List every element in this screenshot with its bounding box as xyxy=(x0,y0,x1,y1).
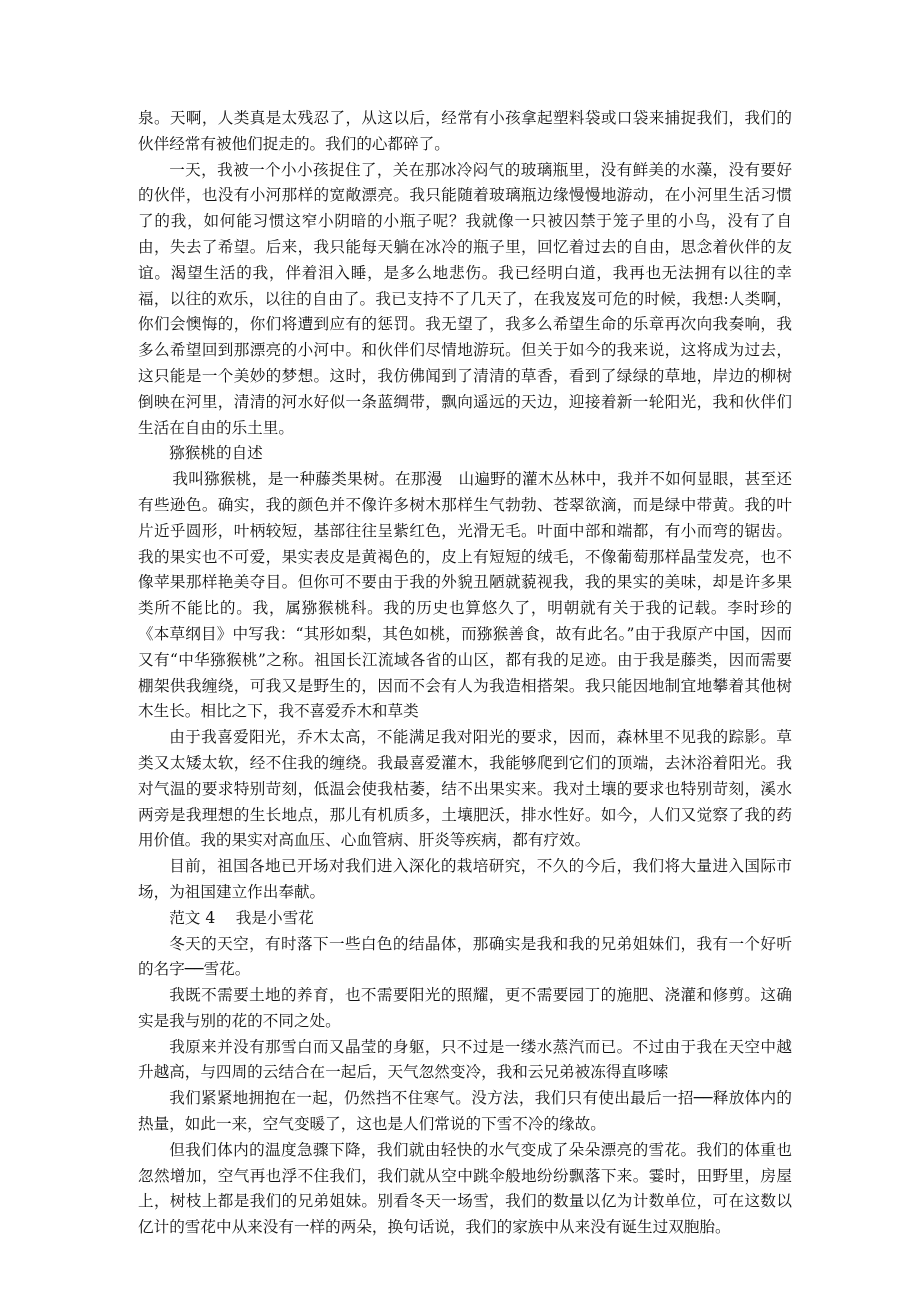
document-page xyxy=(138,106,792,1241)
paragraph-snowflake-heat: 我们紧紧地拥抱在一起，仍然挡不住寒气。没方法，我们只有使出最后一招──释放体内的热量，如此一来，空气变暖了，这也是人们常说的下雪不冷的缘故。 xyxy=(138,1089,792,1134)
paragraph-kiwi-intro: 我叫猕猴桃，是一种藤类果树。在那漫 山遍野的灌木丛林中，我并不如何显眼，甚至还有些逊色。确实，我的颜色并不像许多树木那样生气勃勃、苍翠欲滴，而是绿中带黄。我的叶片近乎圆形，叶柄较短，基部往往呈紫红色，光滑无毛。叶面中部和端都，有小而弯的锯齿。我的果实也不可爱，果实表皮是黄褐色的，皮上有短短的绒毛，不像葡萄那样晶莹发亮，也不像苹果那样艳美夺目。但你可不要由于我的外貌丑陋就藐视我，我的果实的美味，却是许多果类所不能比的。我，属猕猴桃科。我的历史也算悠久了，明朝就有关于我的记载。李时珍的《本草纲目》中写我：“其形如梨，其色如桃，而猕猴善食，故有此名。”由于我原产中国，因而又有“中华猕猴桃”之称。祖国长江流域各省的山区，都有我的足迹。由于我是藤类，因而需要棚架供我缠绕，可我又是野生的，因而不会有人为我造相搭架。我只能因地制宜地攀着其他树木生长。相比之下，我不喜爱乔木和草类 xyxy=(138,470,792,721)
section-heading-kiwi: 猕猴桃的自述 xyxy=(169,444,263,463)
paragraph-snowflake-intro: 冬天的天空，有时落下一些白色的结晶体，那确实是我和我的兄弟姐妹们，我有一个好听的名字──雪花。 xyxy=(138,934,792,979)
section-heading-snowflake: 范文 4 我是小雪花 xyxy=(169,908,314,927)
paragraph-fish-ending: 泉。天啊，人类真是太残忍了，从这以后，经常有小孩拿起塑料袋或口袋来捕捉我们，我们的伙伴经常有被他们捉走的。我们的心都碎了。 xyxy=(138,109,792,153)
paragraph-kiwi-future: 目前，祖国各地已开场对我们进入深化的栽培研究，不久的今后，我们将大量进入国际市场，为祖国建立作出奉献。 xyxy=(138,857,792,901)
paragraph-snowflake-falling: 但我们体内的温度急骤下降，我们就由轻快的水气变成了朵朵漂亮的雪花。我们的体重也忽然增加，空气再也浮不住我们，我们就从空中跳伞般地纷纷飘落下来。霎时，田野里，房屋上，树枝上都是我们的兄弟姐妹。别看冬天一场雪，我们的数量以亿为计数单位，可在这数以亿计的雪花中从来没有一样的两朵，换句话说，我们的家族中从来没有诞生过双胞胎。 xyxy=(138,1140,792,1237)
paragraph-snowflake-origin: 我原来并没有那雪白而又晶莹的身躯，只不过是一缕水蒸汽而已。不过由于我在天空中越升越高，与四周的云结合在一起后，天气忽然变冷，我和云兄弟被冻得直哆嗦 xyxy=(138,1037,792,1082)
paragraph-fish-captured: 一天，我被一个小小孩捉住了，关在那冰冷闷气的玻璃瓶里，没有鲜美的水藻，没有要好的伙伴，也没有小河那样的宽敞漂亮。我只能随着玻璃瓶边缘慢慢地游动，在小河里生活习惯了的我，如何能习惯这窄小阴暗的小瓶子呢？我就像一只被囚禁于笼子里的小鸟，没有了自由，失去了希望。后来，我只能每天躺在冰冷的瓶子里，回忆着过去的自由，思念着伙伴的友谊。渴望生活的我，伴着泪入睡，是多么地悲伤。我已经明白道，我再也无法拥有以往的幸福，以往的欢乐，以往的自由了。我已支持不了几天了，在我岌岌可危的时候，我想:人类啊，你们会懊悔的，你们将遭到应有的惩罚。我无望了，我多么希望生命的乐章再次向我奏响，我多么希望回到那漂亮的小河中。和伙伴们尽情地游玩。但关于如今的我来说，这将成为过去，这只能是一个美妙的梦想。这时，我仿佛闻到了清清的草香，看到了绿绿的草地，岸边的柳树倒映在河里，清清的河水好似一条蓝绸带，飘向遥远的天边，迎接着新一轮阳光，我和伙伴们生活在自由的乐土里。 xyxy=(138,160,792,437)
paragraph-snowflake-difference: 我既不需要土地的养育，也不需要阳光的照耀，更不需要园丁的施肥、浇灌和修剪。这确实是我与别的花的不同之处。 xyxy=(138,986,792,1030)
paragraph-kiwi-sunlight: 由于我喜爱阳光，乔木太高，不能满足我对阳光的要求，因而，森林里不见我的踪影。草类又太矮太软，经不住我的缠绕。我最喜爱灌木，我能够爬到它们的顶端，去沐浴着阳光。我对气温的要求特别苛刻，低温会使我枯萎，结不出果实来。我对土壤的要求也特别苛刻，溪水两旁是我理想的生长地点，那儿有机质多，土壤肥沃，排水性好。如今，人们又觉察了我的药用价值。我的果实对高血压、心血管病、肝炎等疾病，都有疗效。 xyxy=(138,728,792,850)
